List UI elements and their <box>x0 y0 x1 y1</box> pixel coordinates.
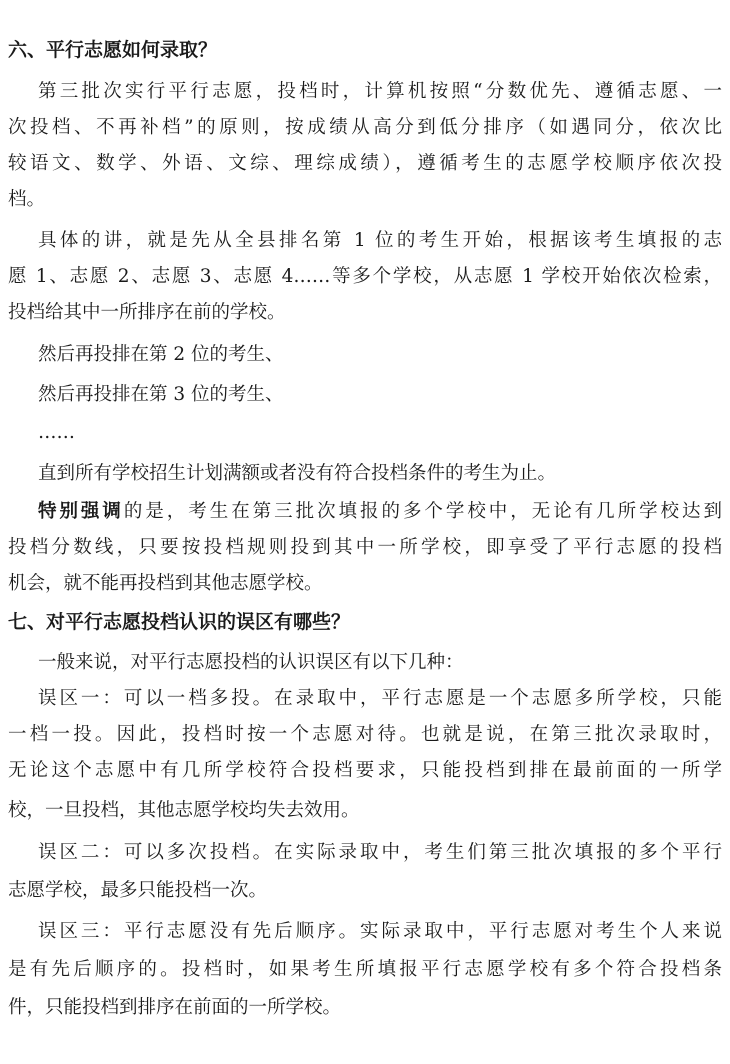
paragraph-line: 第三批次实行平行志愿，投档时，计算机按照“分数优先、遵循志愿、一 <box>38 81 722 102</box>
paragraph-line: 机会，就不能再投档到其他志愿学校。 <box>8 573 323 594</box>
section-6-heading: 六、平行志愿如何录取？ <box>8 39 218 61</box>
paragraph-line: 档。 <box>8 189 46 210</box>
section-7-heading: 七、对平行志愿投档认识的误区有哪些？ <box>8 611 351 633</box>
paragraph-line: 投档分数线，只要按投档规则投到其中一所学校，即享受了平行志愿的投档 <box>8 537 722 558</box>
paragraph-line: 误区二：可以多次投档。在实际录取中，考生们第三批次填报的多个平行 <box>38 842 722 863</box>
paragraph-line: 投档给其中一所排序在前的学校。 <box>8 302 286 323</box>
paragraph-line: 次投档、不再补档”的原则，按成绩从高分到低分排序（如遇同分，依次比 <box>8 117 722 138</box>
paragraph-line: 较语文、数学、外语、文综、理综成绩），遵循考生的志愿学校顺序依次投 <box>8 153 722 174</box>
paragraph-line: 具体的讲，就是先从全县排名第 1 位的考生开始，根据该考生填报的志 <box>38 230 722 251</box>
paragraph-line: 志愿学校，最多只能投档一次。 <box>8 880 268 901</box>
paragraph-line: 误区一：可以一档多投。在录取中，平行志愿是一个志愿多所学校，只能 <box>38 688 722 709</box>
paragraph-line: 愿 1、志愿 2、志愿 3、志愿 4……等多个学校，从志愿 1 学校开始依次检索， <box>8 266 722 287</box>
paragraph-line: 然后再投排在第 2 位的考生、 <box>38 344 284 365</box>
paragraph-line: 件，只能投档到排序在前面的一所学校。 <box>8 997 342 1018</box>
paragraph-line: 然后再投排在第 3 位的考生、 <box>38 384 284 405</box>
paragraph-line: 误区三：平行志愿没有先后顺序。实际录取中，平行志愿对考生个人来说 <box>38 921 722 942</box>
paragraph-line: 校，一旦投档，其他志愿学校均失去效用。 <box>8 800 360 821</box>
paragraph-line: 无论这个志愿中有几所学校符合投档要求，只能投档到排在最前面的一所学 <box>8 760 722 781</box>
paragraph-text: 的是，考生在第三批次填报的多个学校中，无论有几所学校达到 <box>123 501 722 522</box>
paragraph-line: 是有先后顺序的。投档时，如果考生所填报平行志愿学校有多个符合投档条 <box>8 959 722 980</box>
emphasis-text: 特别强调 <box>38 501 124 522</box>
paragraph-line-emphasis <box>38 497 722 527</box>
paragraph-line: 一般来说，对平行志愿投档的认识误区有以下几种： <box>38 652 464 673</box>
ellipsis-line: …… <box>38 422 75 443</box>
paragraph-line: 一档一投。因此，投档时按一个志愿对待。也就是说，在第三批次录取时， <box>8 724 722 745</box>
paragraph-line: 直到所有学校招生计划满额或者没有符合投档条件的考生为止。 <box>38 463 557 484</box>
